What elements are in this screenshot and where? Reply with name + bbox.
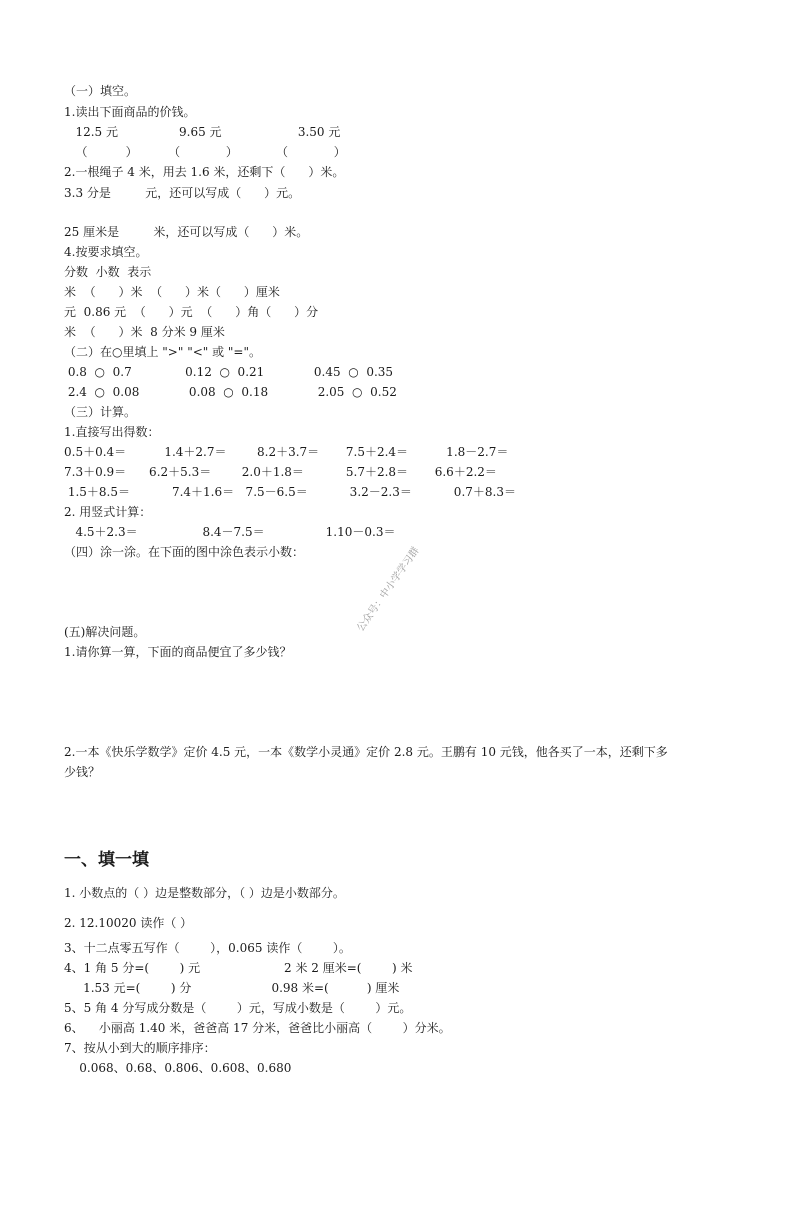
compare-row-1: 0.8 ○ 0.7 0.12 ○ 0.21 0.45 ○ 0.35 bbox=[64, 365, 394, 379]
question-b-7: 7、按从小到大的顺序排序： bbox=[64, 1041, 216, 1055]
vertical-calc-row: 4.5＋2.3＝ 8.4－7.5＝ 1.10－0.3＝ bbox=[64, 525, 396, 539]
compare-row-2: 2.4 ○ 0.08 0.08 ○ 0.18 2.05 ○ 0.52 bbox=[64, 385, 397, 399]
question-1-4: 4.按要求填空。 bbox=[64, 245, 148, 259]
calc-row-3: 1.5＋8.5＝ 7.4＋1.6＝ 7.5－6.5＝ 3.2－2.3＝ 0.7＋8.3＝ bbox=[64, 485, 516, 499]
section-3-title: （三）计算。 bbox=[64, 405, 137, 419]
section-5-title: (五)解决问题。 bbox=[64, 625, 146, 639]
question-b-4a: 4、1 角 5 分=( ) 元 2 米 2 厘米=( ) 米 bbox=[64, 961, 413, 975]
sort-numbers: 0.068、0.68、0.806、0.608、0.680 bbox=[64, 1061, 292, 1075]
price-blanks: （ ） （ ） （ ） bbox=[64, 145, 346, 159]
question-5-2a: 2.一本《快乐学数学》定价 4.5 元，一本《数学小灵通》定价 2.8 元。王鹏有 10 元钱，他各买了一本，还剩下多 bbox=[64, 745, 668, 759]
table-row-1: 米 （ ）米 （ ）米（ ）厘米 bbox=[64, 285, 280, 299]
table-header: 分数 小数 表示 bbox=[64, 265, 152, 279]
calc-row-1: 0.5＋0.4＝ 1.4＋2.7＝ 8.2＋3.7＝ 7.5＋2.4＝ 1.8－2.7＝ bbox=[64, 445, 509, 459]
table-row-2: 元 0.86 元 （ ）元 （ ）角（ ）分 bbox=[64, 305, 319, 319]
question-1-3a: 3.3 分是 元，还可以写成（ ）元。 bbox=[64, 186, 301, 200]
table-row-3: 米 （ ）米 8 分米 9 厘米 bbox=[64, 325, 225, 339]
question-1-1: 1.读出下面商品的价钱。 bbox=[64, 105, 196, 119]
question-b-6: 6、 小丽高 1.40 米，爸爸高 17 分米，爸爸比小丽高（ ）分米。 bbox=[64, 1021, 451, 1035]
watermark: 公众号：中小学学习群 bbox=[355, 545, 422, 634]
question-b-4b: 1.53 元=( ) 分 0.98 米=( ) 厘米 bbox=[64, 981, 400, 995]
question-1-3b: 25 厘米是 米，还可以写成（ ）米。 bbox=[64, 225, 309, 239]
question-3-2: 2. 用竖式计算： bbox=[64, 505, 152, 519]
section-4-title: （四）涂一涂。在下面的图中涂色表示小数： bbox=[64, 545, 305, 559]
question-5-1: 1.请你算一算，下面的商品便宜了多少钱？ bbox=[64, 645, 292, 659]
section-2-title: （二）在○里填上 ">" "<" 或 "="。 bbox=[64, 345, 262, 359]
question-1-2: 2.一根绳子 4 米，用去 1.6 米，还剩下（ ）米。 bbox=[64, 165, 345, 179]
question-b-2: 2. 12.10020 读作（ ） bbox=[64, 916, 193, 930]
question-b-1: 1. 小数点的（ ）边是整数部分，（ ）边是小数部分。 bbox=[64, 886, 345, 900]
section-heading-fill-in: 一、填一填 bbox=[64, 850, 149, 870]
calc-row-2: 7.3＋0.9＝ 6.2＋5.3＝ 2.0＋1.8＝ 5.7＋2.8＝ 6.6＋2.2＝ bbox=[64, 465, 497, 479]
question-b-3: 3、十二点零五写作（ ），0.065 读作（ ）。 bbox=[64, 941, 351, 955]
price-values: 12.5 元 9.65 元 3.50 元 bbox=[64, 125, 341, 139]
question-3-1: 1.直接写出得数： bbox=[64, 425, 160, 439]
question-b-5: 5、5 角 4 分写成分数是（ ）元，写成小数是（ ）元。 bbox=[64, 1001, 412, 1015]
question-5-2b: 少钱？ bbox=[64, 765, 101, 779]
section-1-title: （一）填空。 bbox=[64, 84, 137, 98]
